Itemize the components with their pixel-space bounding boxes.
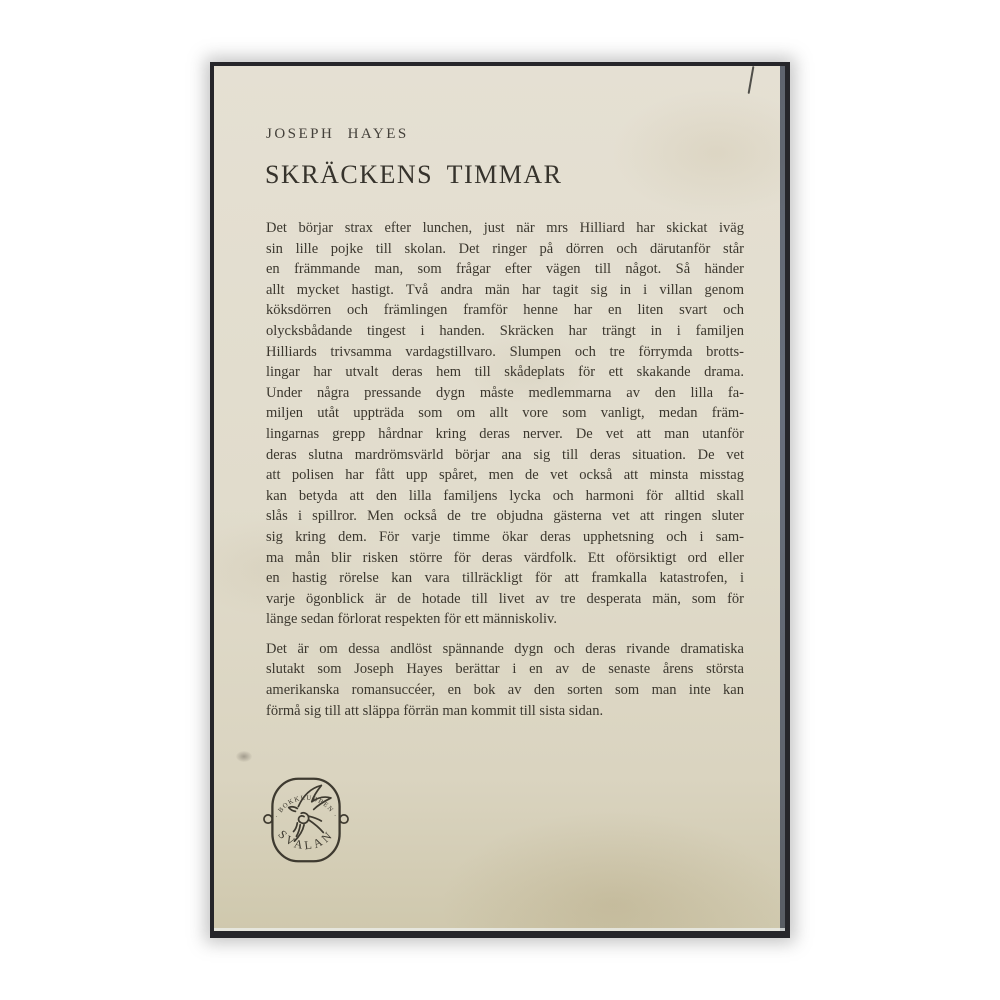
book-title: SKRÄCKENS TIMMAR (265, 160, 563, 189)
jacket-tear-mark (748, 66, 755, 94)
text-line: lingar har utvalt deras hem till skådeplats för ett skakande drama. (266, 364, 744, 381)
badge-curl-right (340, 815, 348, 823)
text-line: miljen utåt uppträda som om allt vore som vanligt, medan främ- (266, 405, 744, 422)
paper-smudge (236, 751, 252, 762)
club-name-arc: · BOKKLUBBEN · (273, 794, 339, 820)
text-line: lingarnas grepp hårdnar kring deras nerver. De vet att man utanför (266, 425, 744, 442)
text-line: Under några pressande dygn måste medlemmarna av den lilla fa- (266, 384, 744, 401)
badge-curl-left (264, 815, 272, 823)
board-edge (780, 66, 785, 931)
text-line: allt mycket hastigt. Två andra män har tagit sig in i villan genom (266, 281, 744, 298)
text-line: ma mån blir risken större för deras värdfolk. Ett oförsiktigt ord eller (266, 549, 744, 566)
text-line: slås i spillror. Men också de tre objudna gästerna vet att ringen sluter (266, 508, 744, 525)
book-back-cover (210, 62, 790, 938)
text-line: länge sedan förlorat respekten för ett människoliv. (266, 611, 557, 628)
page-edge-highlight (214, 928, 785, 931)
text-line: kan betyda att den lilla familjens lycka och harmoni för alltid skall (266, 487, 744, 504)
paragraph (266, 639, 744, 721)
author-name: JOSEPH HAYES (266, 126, 409, 142)
club-logo-name-arc: SVALAN (275, 827, 337, 853)
text-line: Det börjar strax efter lunchen, just när mrs Hilliard har skickat iväg (266, 220, 744, 236)
text-line: att polisen har fått upp spåret, men de vet också att minsta misstag (266, 467, 744, 484)
text-line: varje ögonblick är de hotade till livet av tre desperata män, som för (266, 590, 744, 607)
text-line: en främmande man, som frågar efter vägen till något. Så händer (266, 261, 744, 278)
svalan-logo (258, 772, 354, 868)
text-line: sig kring dem. För varje timme ökar deras upphetsning och i sam- (266, 528, 744, 545)
text-line: deras slutna mardrömsvärld börjar ana sig till deras situation. De vet (266, 446, 744, 463)
text-line: Det är om dessa andlöst spännande dygn och deras rivande dramatiska (266, 640, 744, 657)
text-line: amerikanska romansuccéer, en bok av den sorten som man inte kan (266, 682, 744, 699)
text-line: Hilliards trivsamma vardagstillvaro. Slumpen och tre förrymda brotts- (266, 343, 744, 360)
text-line: slutakt som Joseph Hayes berättar i en av de senaste årens största (266, 661, 744, 678)
text-line: en hastig rörelse kan vara tillräckligt för att framkalla katastrofen, i (266, 570, 744, 587)
paragraph (266, 218, 744, 630)
text-line: sin lille pojke till skolan. Det ringer på dörren och därutanför står (266, 240, 744, 257)
text-line: köksdörren och främlingen framför henne har en liten svart och (266, 302, 744, 319)
text-line: förmå sig till att släppa förrän man kommit till sista sidan. (266, 702, 604, 719)
blurb-text (266, 218, 744, 721)
text-line: olycksbådande tingest i handen. Skräcken har trängt in i familjen (266, 322, 744, 339)
